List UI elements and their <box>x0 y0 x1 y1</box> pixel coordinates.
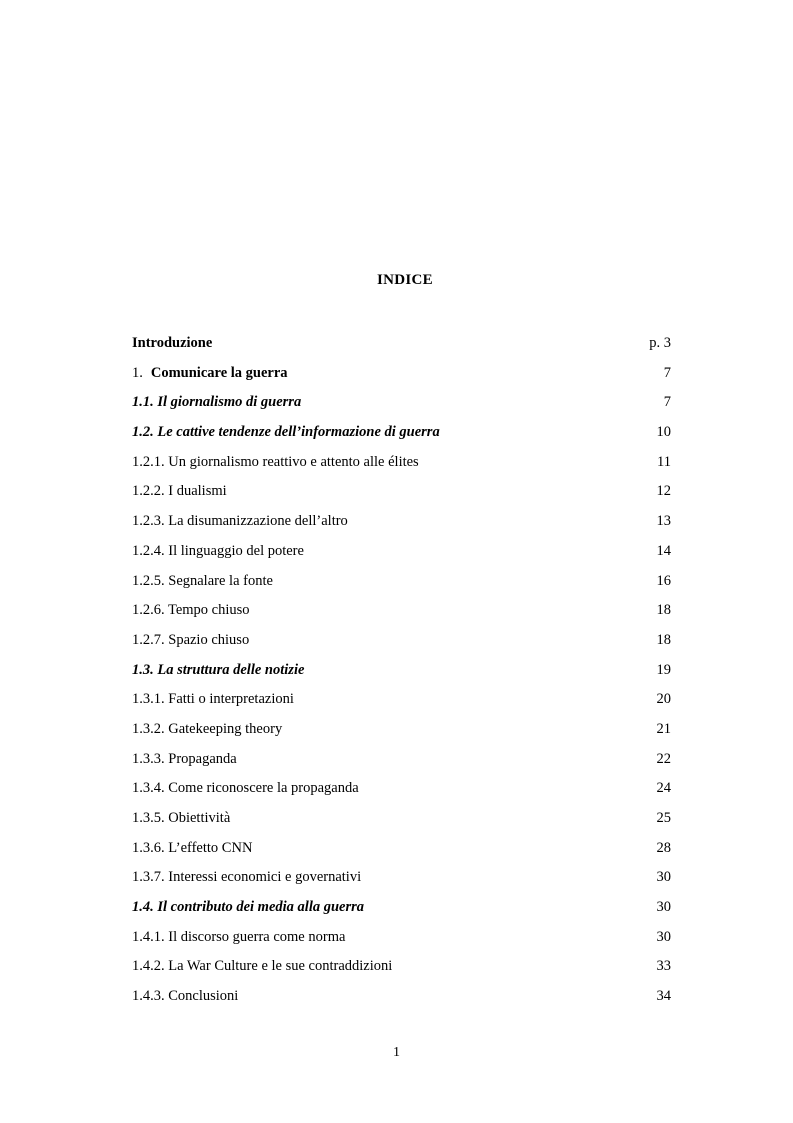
toc-entry <box>132 392 671 422</box>
toc-entry <box>132 897 671 927</box>
toc-entry-page: 25 <box>656 810 671 826</box>
toc-entry <box>132 630 671 660</box>
toc-entry-title: 1.3.5. Obiettività <box>132 810 231 826</box>
toc-entry <box>132 363 671 393</box>
toc-entry-title: 1.2.6. Tempo chiuso <box>132 602 250 619</box>
toc-entry <box>132 541 671 571</box>
toc-entry <box>132 660 671 690</box>
toc-entry-title: 1.3.3. Propaganda <box>132 750 237 767</box>
toc-entry <box>132 452 671 482</box>
toc-entry-page: 30 <box>656 899 671 916</box>
toc-entry-page: 13 <box>656 513 671 530</box>
toc-entry <box>132 689 671 719</box>
toc-entry-page: p. 3 <box>649 335 671 351</box>
toc-entry-page: 30 <box>656 928 671 945</box>
toc-entry-page: 7 <box>663 364 671 381</box>
toc-entry-page: 18 <box>656 631 671 648</box>
toc-entry <box>132 927 671 957</box>
toc-entry-title: 1.2.4. Il linguaggio del potere <box>132 542 304 559</box>
page-number: 1 <box>393 1045 400 1060</box>
toc-entry <box>132 867 671 897</box>
toc-entry <box>132 749 671 779</box>
toc-entry-title: 1.3.1. Fatti o interpretazioni <box>132 691 294 708</box>
toc-entry-page: 12 <box>656 483 671 500</box>
toc-entry-title: 1.3.7. Interessi economici e governativi <box>132 869 362 886</box>
toc-entry <box>132 808 671 838</box>
toc-entry-page: 20 <box>656 691 671 708</box>
toc-entry-page: 21 <box>656 720 671 737</box>
toc-entry-title: 1.1. Il giornalismo di guerra <box>132 394 302 411</box>
toc-entry <box>132 956 671 986</box>
toc-entry-title: 1.4.1. Il discorso guerra come norma <box>132 928 346 945</box>
toc-entry-page: 11 <box>657 453 671 470</box>
toc-entry-page: 18 <box>656 602 671 619</box>
toc-entry-title: Introduzione <box>132 335 213 351</box>
toc-entry <box>132 719 671 749</box>
toc-entry-page: 14 <box>656 542 671 559</box>
toc-entry-page: 33 <box>656 958 671 975</box>
toc-entry <box>132 778 671 808</box>
toc-entry-title: 1.3.2. Gatekeeping theory <box>132 720 283 737</box>
toc-entry <box>132 333 671 363</box>
toc-entry-title: 1.3.6. L’effetto CNN <box>132 839 253 856</box>
toc-entry-title: 1.4.3. Conclusioni <box>132 988 239 1005</box>
toc-entry-title: 1.3.4. Come riconoscere la propaganda <box>132 780 359 797</box>
page-title: INDICE <box>377 272 433 288</box>
toc-entry-page: 22 <box>656 750 671 767</box>
toc-entry-page: 7 <box>663 394 671 411</box>
toc-entry-page: 34 <box>656 988 671 1005</box>
toc-entry-title: 1.2.3. La disumanizzazione dell’altro <box>132 513 348 530</box>
toc-entry <box>132 422 671 452</box>
toc-entry-title: 1.2.7. Spazio chiuso <box>132 631 250 648</box>
toc-entry <box>132 600 671 630</box>
toc-entry <box>132 571 671 601</box>
toc-entry-title: 1.2.2. I dualismi <box>132 483 227 500</box>
toc-entry-title: 1.2.5. Segnalare la fonte <box>132 572 273 589</box>
toc-entry <box>132 838 671 868</box>
toc-entry-title: 1.2.1. Un giornalismo reattivo e attento alle élites <box>132 453 419 470</box>
toc-entry-title: 1.4. Il contributo dei media alla guerra <box>132 899 365 916</box>
toc-entry-page: 16 <box>656 572 671 589</box>
toc-entry-page: 24 <box>656 780 671 797</box>
toc-entry-page: 10 <box>656 424 671 441</box>
toc-entry-title: Comunicare la guerra <box>150 364 288 381</box>
toc-entry <box>132 986 671 1016</box>
toc-entry-number: 1. <box>132 364 143 381</box>
toc-entry <box>132 481 671 511</box>
toc-entry-title: 1.3. La struttura delle notizie <box>132 661 305 678</box>
toc-entry <box>132 511 671 541</box>
toc-entry-title: 1.4.2. La War Culture e le sue contraddizioni <box>132 958 393 975</box>
table-of-contents <box>132 333 671 1016</box>
toc-entry-title: 1.2. Le cattive tendenze dell’informazione di guerra <box>132 424 440 441</box>
toc-entry-page: 28 <box>656 839 671 856</box>
toc-entry-page: 19 <box>656 661 671 678</box>
toc-entry-page: 30 <box>656 869 671 886</box>
